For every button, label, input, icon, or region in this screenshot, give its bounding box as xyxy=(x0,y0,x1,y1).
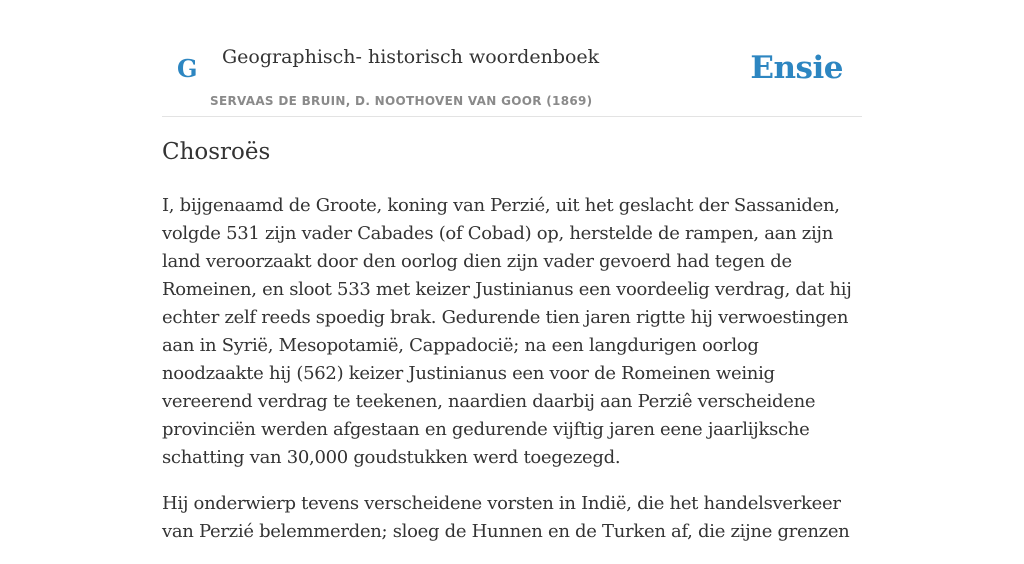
header xyxy=(162,0,862,117)
entry-paragraph: I, bijgenaamd de Groote, koning van Perzié, uit het geslacht der Sassaniden, volgde 531 zijn vader Cabades (of Cobad) op, herstelde de rampen, aan zijn land veroorzaakt door den oorlog dien zijn vader gevoerd had tegen de Romeinen, en sloot 533 met keizer Justinianus een voordeelig verdrag, dat hij echter zelf reeds spoedig brak. Gedurende tien jaren rigtte hij verwoestingen aan in Syrië, Mesopotamië, Cappadocië; na een langdurigen oorlog noodzaakte hij (562) keizer Justinianus een voor de Romeinen weinig vereerend verdrag te teekenen, naardien daarbij aan Perziê verscheidene provinciën werden afgestaan en gedurende vijftig jaren eene jaarlijksche schatting van 30,000 goudstukken werd toegezegd. xyxy=(162,195,852,468)
entry-paragraph: Hij onderwierp tevens verscheidene vorsten in Indië, die het handelsverkeer van Perzié belemmerden; sloeg de Hunnen en de Turken af, die zijne grenzen xyxy=(162,493,850,542)
entry-content xyxy=(162,192,862,564)
site-logo[interactable]: Ensie xyxy=(750,50,843,86)
book-title[interactable]: Geographisch- historisch woordenboek xyxy=(222,46,600,68)
book-authors: SERVAAS DE BRUIN, D. NOOTHOVEN VAN GOOR (1869) xyxy=(210,94,593,108)
book-initial-icon[interactable]: G xyxy=(177,54,198,83)
entry-title: Chosroës xyxy=(162,139,271,165)
page xyxy=(162,0,862,542)
